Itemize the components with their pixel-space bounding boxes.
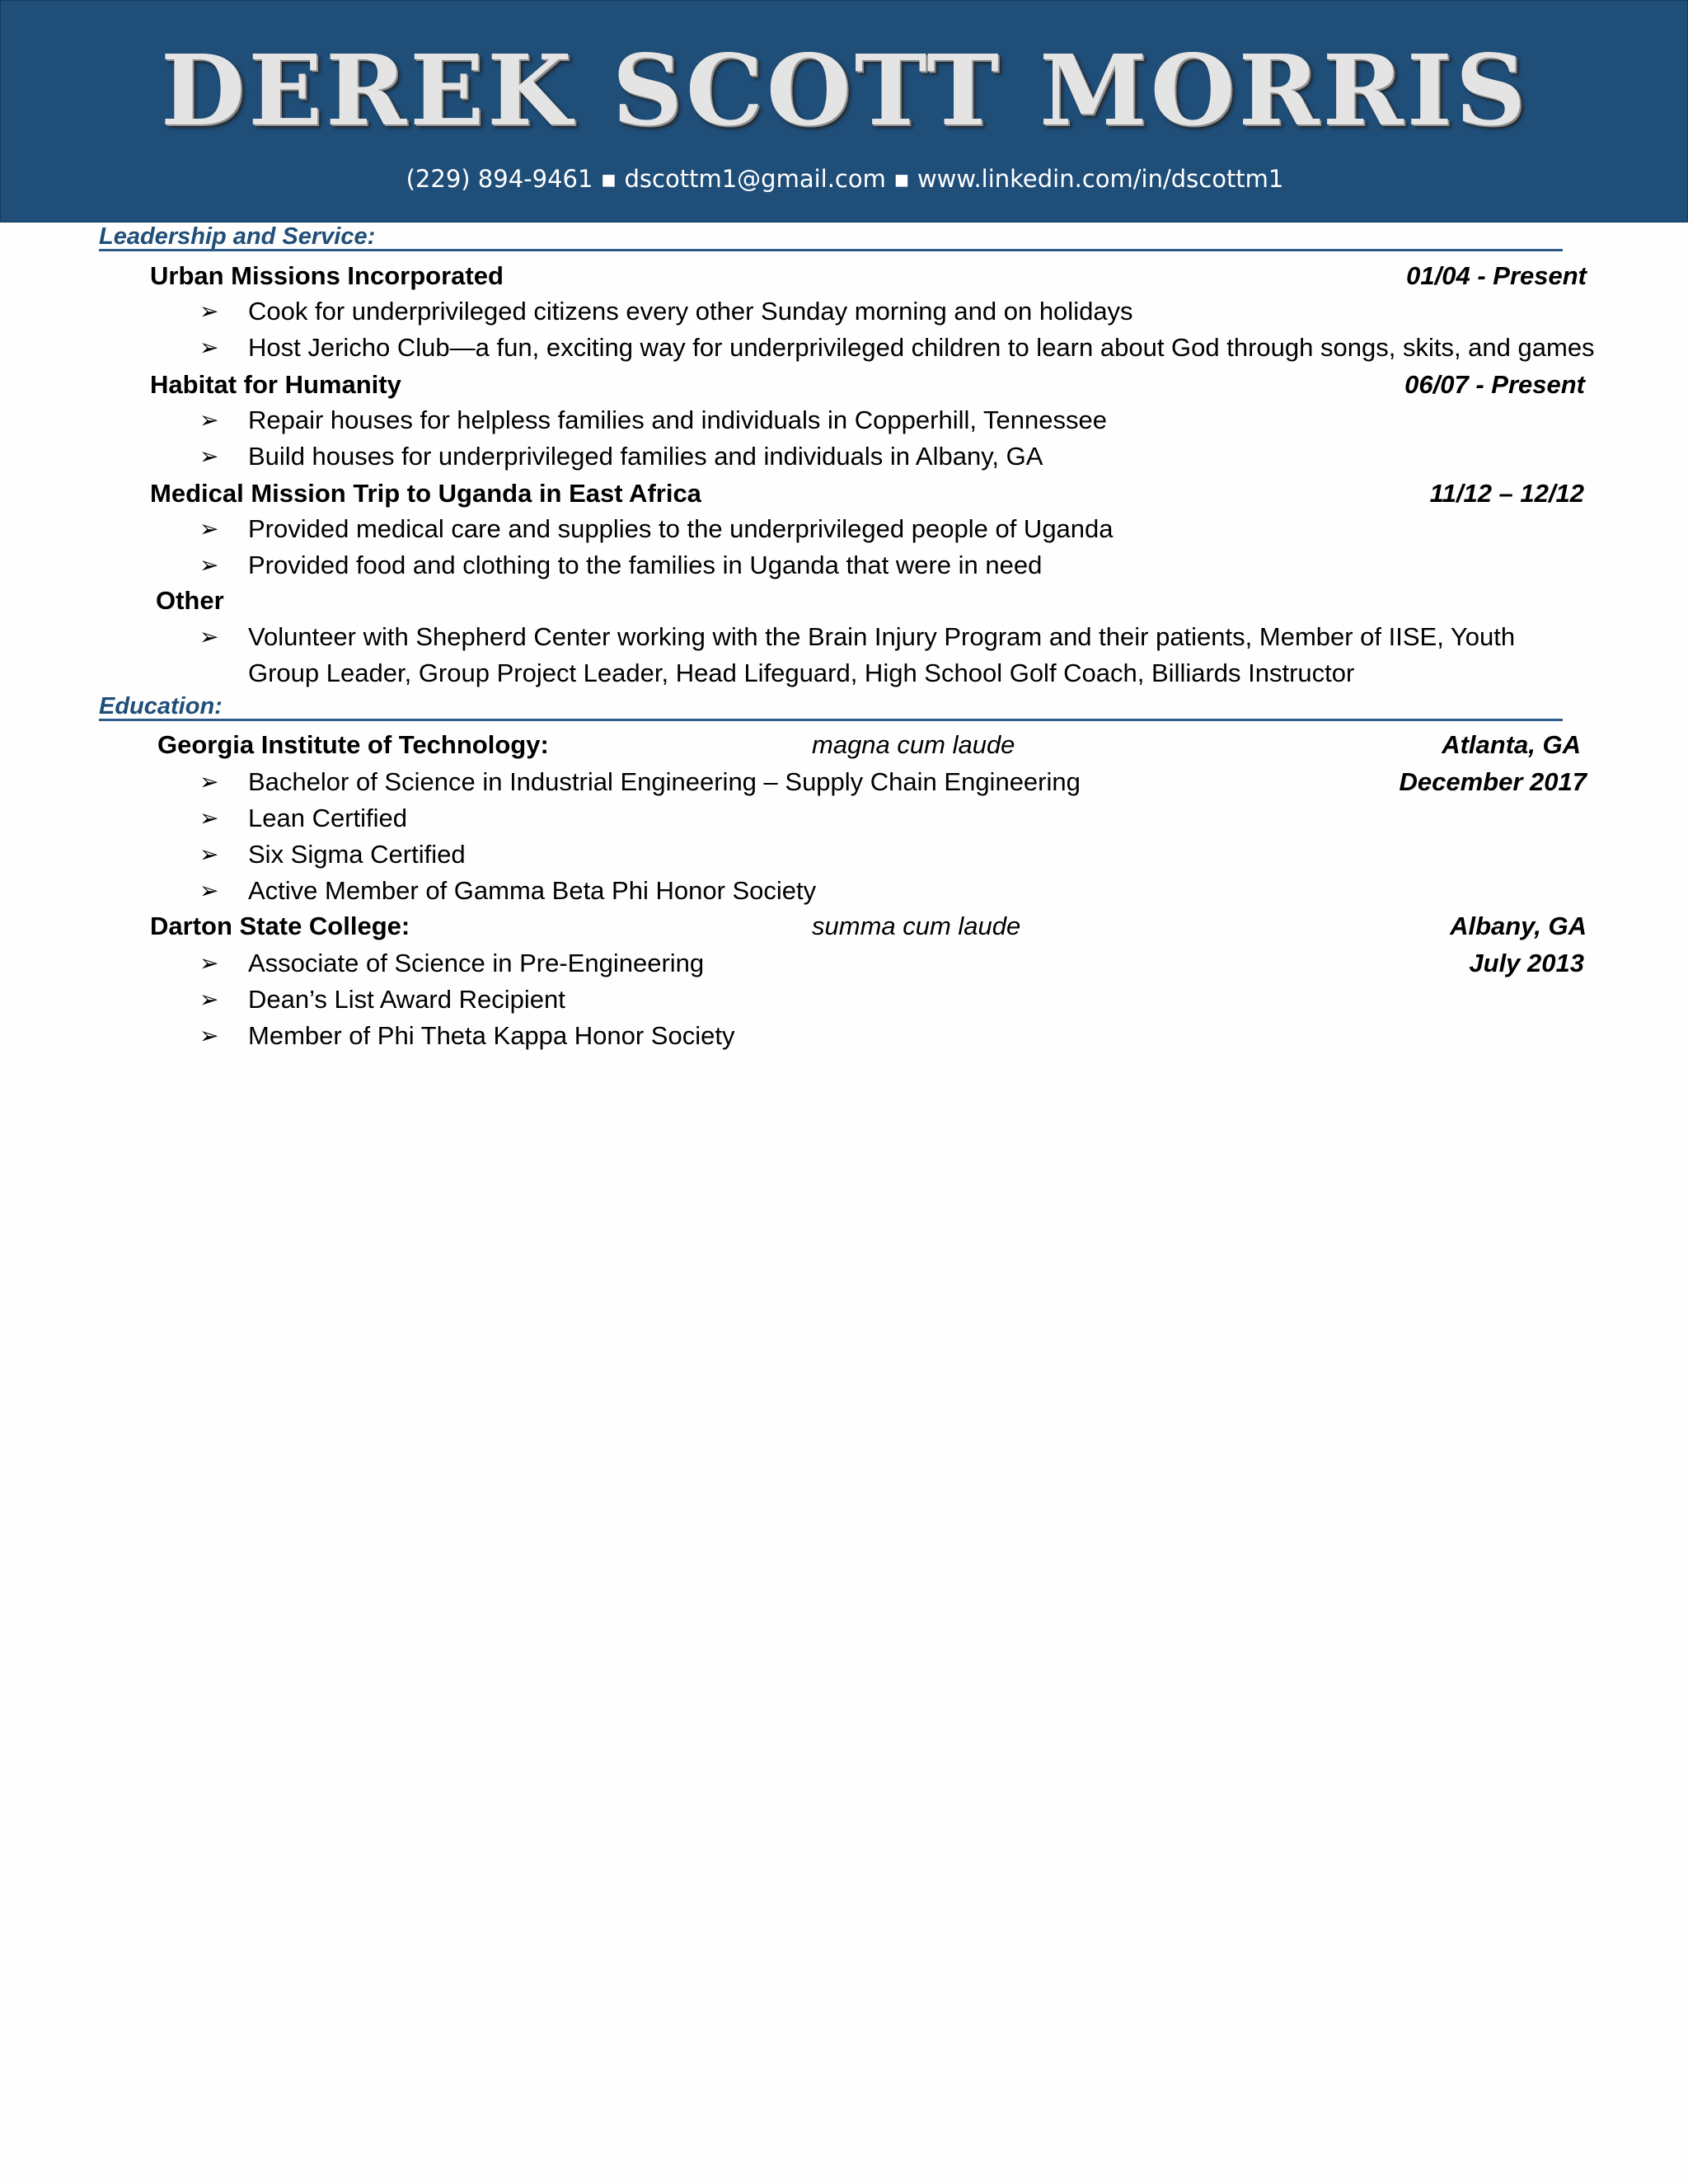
org-name: Urban Missions Incorporated bbox=[150, 261, 504, 290]
bullet-arrow-icon: ➢ bbox=[199, 516, 219, 541]
bullet-text: Dean’s List Award Recipient bbox=[248, 985, 565, 1014]
org-name: Other bbox=[156, 586, 224, 615]
contact-line: (229) 894-9461 ▪ dscottm1@gmail.com ▪ www.linkedin.com/in/dscottm1 bbox=[406, 165, 1284, 193]
bullet-arrow-icon: ➢ bbox=[199, 878, 219, 903]
bullet-arrow-icon: ➢ bbox=[199, 1023, 219, 1048]
bullet-arrow-icon: ➢ bbox=[199, 769, 219, 794]
bullet-text: Host Jericho Club—a fun, exciting way for underprivileged children to learn about God through songs, skits, and games bbox=[248, 333, 1595, 362]
school-name: Georgia Institute of Technology: bbox=[157, 730, 549, 759]
org-name: Habitat for Humanity bbox=[150, 370, 401, 399]
school-date: July 2013 bbox=[1469, 949, 1584, 977]
bullet-text: Associate of Science in Pre-Engineering bbox=[248, 949, 705, 977]
bullet-arrow-icon: ➢ bbox=[199, 335, 219, 360]
school-location: Atlanta, GA bbox=[1442, 730, 1581, 759]
school-honor: magna cum laude bbox=[812, 730, 1015, 759]
bullet-arrow-icon: ➢ bbox=[199, 841, 219, 867]
bullet-text: Provided medical care and supplies to the underprivileged people of Uganda bbox=[248, 514, 1114, 543]
bullet-text: Lean Certified bbox=[248, 804, 408, 832]
bullet-arrow-icon: ➢ bbox=[199, 407, 219, 433]
bullet-text-continued: Group Leader, Group Project Leader, Head Lifeguard, High School Golf Coach, Billiards Instructor bbox=[248, 658, 1355, 687]
bullet-text: Active Member of Gamma Beta Phi Honor Society bbox=[248, 876, 817, 905]
candidate-name: DEREK SCOTT MORRIS bbox=[160, 33, 1530, 148]
section-heading-leadership: Leadership and Service: bbox=[99, 224, 1563, 251]
school-location: Albany, GA bbox=[1450, 912, 1587, 940]
header-banner bbox=[0, 0, 1688, 223]
org-date: 01/04 - Present bbox=[1406, 261, 1587, 290]
bullet-arrow-icon: ➢ bbox=[199, 298, 219, 324]
bullet-text: Bachelor of Science in Industrial Engineering – Supply Chain Engineering bbox=[248, 767, 1081, 796]
school-honor: summa cum laude bbox=[812, 912, 1021, 940]
bullet-text: Provided food and clothing to the families in Uganda that were in need bbox=[248, 551, 1043, 579]
bullet-arrow-icon: ➢ bbox=[199, 805, 219, 831]
org-date: 11/12 – 12/12 bbox=[1429, 479, 1584, 508]
bullet-text: Six Sigma Certified bbox=[248, 840, 466, 869]
section-heading-education: Education: bbox=[99, 694, 1563, 721]
bullet-arrow-icon: ➢ bbox=[199, 624, 219, 649]
bullet-text: Member of Phi Theta Kappa Honor Society bbox=[248, 1021, 735, 1050]
school-name: Darton State College: bbox=[150, 912, 410, 940]
bullet-arrow-icon: ➢ bbox=[199, 950, 219, 976]
bullet-arrow-icon: ➢ bbox=[199, 443, 219, 469]
bullet-text: Build houses for underprivileged families and individuals in Albany, GA bbox=[248, 442, 1043, 471]
bullet-text: Repair houses for helpless families and individuals in Copperhill, Tennessee bbox=[248, 405, 1107, 434]
bullet-text: Volunteer with Shepherd Center working with the Brain Injury Program and their patients, Member of IISE, Youth bbox=[248, 622, 1516, 651]
bullet-arrow-icon: ➢ bbox=[199, 552, 219, 578]
bullet-text: Cook for underprivileged citizens every other Sunday morning and on holidays bbox=[248, 297, 1133, 326]
bullet-arrow-icon: ➢ bbox=[199, 987, 219, 1012]
school-date: December 2017 bbox=[1399, 767, 1587, 796]
org-name: Medical Mission Trip to Uganda in East Africa bbox=[150, 479, 701, 508]
org-date: 06/07 - Present bbox=[1404, 370, 1585, 399]
